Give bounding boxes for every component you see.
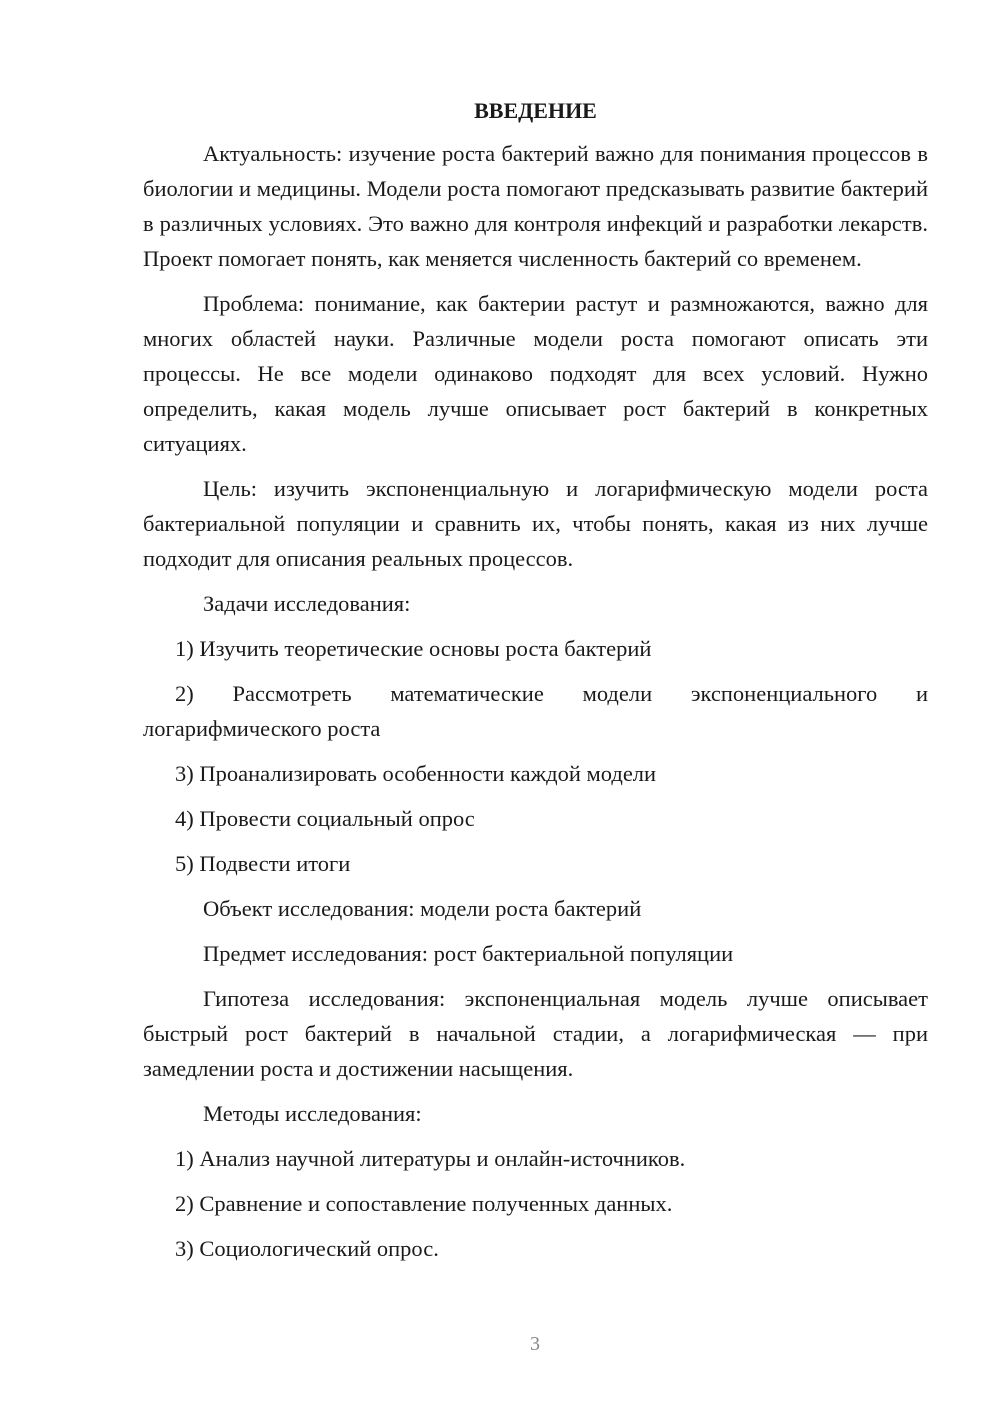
- method-item: 3) Социологический опрос.: [175, 1236, 439, 1261]
- page-number: 3: [530, 1333, 540, 1355]
- page-title: ВВЕДЕНИЕ: [474, 98, 597, 123]
- task-item: 5) Подвести итоги: [175, 851, 351, 876]
- methods-heading: Методы исследования:: [203, 1101, 422, 1126]
- task-item: 1) Изучить теоретические основы роста бактерий: [175, 636, 652, 661]
- tasks-heading: Задачи исследования:: [203, 591, 411, 616]
- page-content: [143, 96, 928, 1266]
- research-subject: Предмет исследования: рост бактериальной популяции: [203, 941, 734, 966]
- task-item: 4) Провести социальный опрос: [175, 806, 475, 831]
- relevance-paragraph: Актуальность: изучение роста бактерий важно для понимания процессов в биологии и медицины. Модели роста помогают предсказывать развитие бактерий в различных условиях. Это важно для контроля инфекций и разработки лекарств. Проект помогает понять, как меняется численность бактерий со временем.: [143, 141, 928, 271]
- research-object: Объект исследования: модели роста бактерий: [203, 896, 642, 921]
- task-item: 2) Рассмотреть математические модели экспоненциального и логарифмического роста: [143, 681, 928, 741]
- hypothesis-paragraph: Гипотеза исследования: экспоненциальная модель лучше описывает быстрый рост бактерий в начальной стадии, а логарифмическая — при замедлении роста и достижении насыщения.: [143, 986, 928, 1081]
- goal-paragraph: Цель: изучить экспоненциальную и логарифмическую модели роста бактериальной популяции и сравнить их, чтобы понять, какая из них лучше подходит для описания реальных процессов.: [143, 476, 928, 571]
- method-item: 2) Сравнение и сопоставление полученных данных.: [175, 1191, 673, 1216]
- method-item: 1) Анализ научной литературы и онлайн-источников.: [175, 1146, 686, 1171]
- problem-paragraph: Проблема: понимание, как бактерии растут и размножаются, важно для многих областей науки. Различные модели роста помогают описать эти процессы. Не все модели одинаково подходят для всех условий. Нужно определить, какая модель лучше описывает рост бактерий в конкретных ситуациях.: [143, 291, 928, 456]
- task-item: 3) Проанализировать особенности каждой модели: [175, 761, 657, 786]
